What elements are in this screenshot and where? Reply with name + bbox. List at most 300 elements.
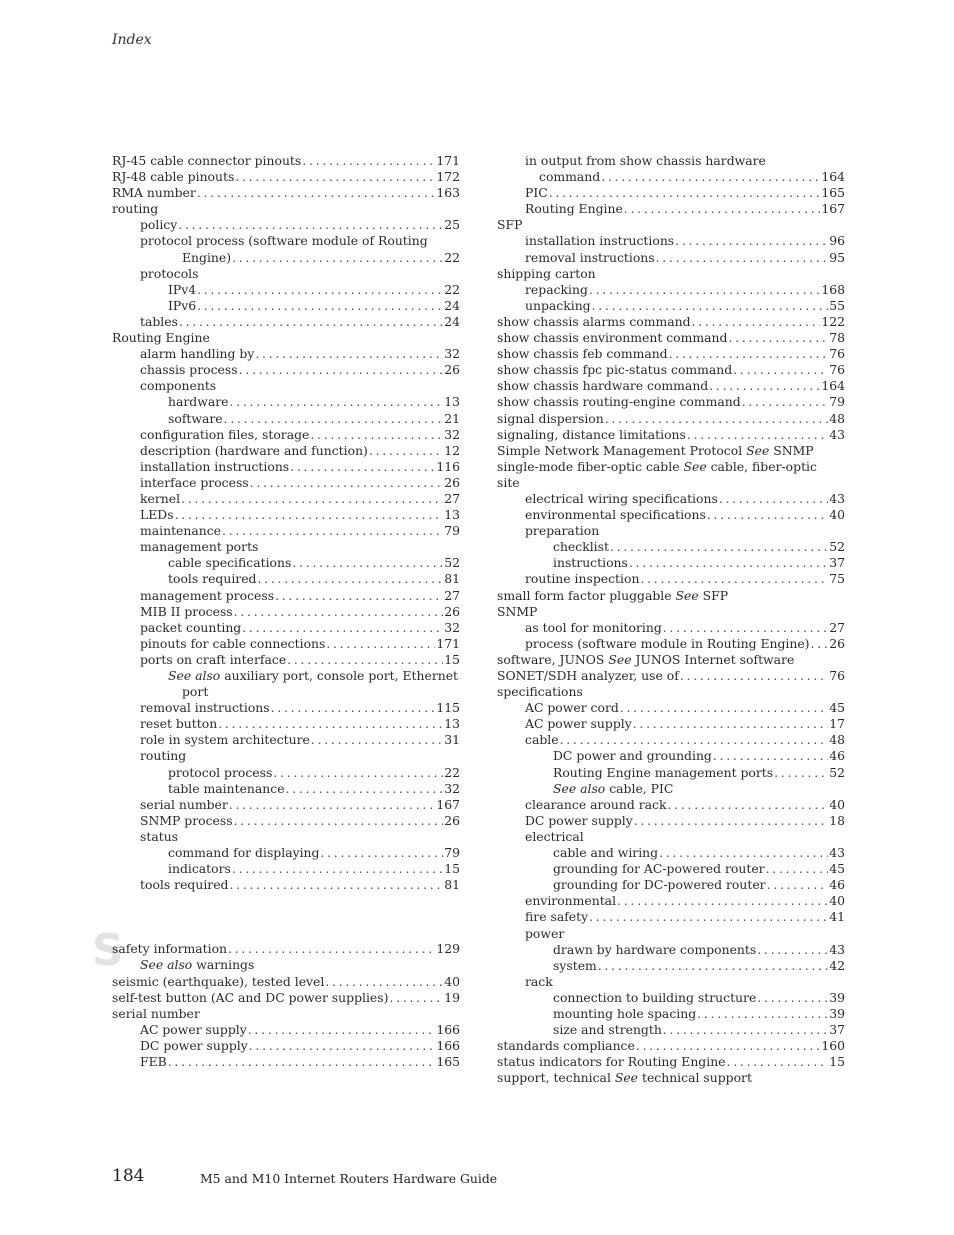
dot-leader [286, 781, 444, 797]
index-entry [497, 958, 845, 974]
index-entry [112, 1038, 460, 1054]
entry-page: 79 [444, 523, 460, 539]
index-entries-s [112, 957, 460, 1070]
entry-page: 13 [444, 394, 460, 410]
index-entry [112, 555, 460, 571]
index-entry [497, 765, 845, 781]
entry-page: 122 [821, 313, 845, 329]
entry-page: 27 [829, 619, 845, 635]
dot-leader [275, 588, 443, 604]
dot-leader [311, 732, 443, 748]
index-entry [112, 427, 460, 443]
index-entry [112, 378, 460, 394]
entry-text: tools required [168, 571, 257, 587]
dot-leader [727, 1054, 829, 1070]
index-entry [112, 1006, 460, 1022]
entry-page: 15 [829, 1054, 845, 1070]
entry-page: 12 [444, 442, 460, 458]
see-target: auxiliary port, console port, Ethernet [224, 668, 459, 683]
entry-page: 13 [444, 507, 460, 523]
index-entry [497, 411, 845, 427]
entry-text: tools required [140, 877, 229, 893]
entry-text: MIB II process [140, 603, 233, 619]
entry-page: 26 [444, 362, 460, 378]
see-reference: See [608, 651, 632, 667]
index-entry [112, 877, 460, 893]
entry-text: role in system architecture [140, 732, 310, 748]
dot-leader [680, 668, 828, 684]
entry-text [497, 459, 817, 475]
entry-text: IPv4 [168, 281, 197, 297]
entry-page: 96 [829, 233, 845, 249]
entry-text: command [539, 169, 601, 185]
entry-page: 31 [444, 732, 460, 748]
entry-text: components [140, 378, 217, 394]
index-entry [497, 346, 845, 362]
dot-leader [234, 813, 444, 829]
entry-page: 116 [436, 458, 460, 474]
index-entry [112, 797, 460, 813]
index-entry [112, 346, 460, 362]
entry-text: protocols [140, 265, 199, 281]
entry-page: 81 [444, 571, 460, 587]
dot-leader [181, 491, 443, 507]
dot-leader [549, 185, 821, 201]
entry-text: RJ-48 cable pinouts [112, 169, 235, 185]
index-entry [112, 282, 460, 298]
index-entry [112, 330, 460, 346]
entry-text: seismic (earthquake), tested level [112, 973, 325, 989]
index-entry [497, 201, 845, 217]
dot-leader [326, 636, 435, 652]
entry-page: 18 [829, 812, 845, 828]
dot-leader [197, 185, 436, 201]
entry-text: environmental [525, 893, 617, 909]
index-entry [497, 716, 845, 732]
index-entry [112, 153, 460, 169]
entry-page: 95 [829, 249, 845, 265]
index-entry [112, 201, 460, 217]
entry-page: 46 [829, 877, 845, 893]
entry-text: Routing Engine [112, 330, 210, 346]
entry-page: 43 [829, 426, 845, 442]
entry-page: 76 [829, 668, 845, 683]
index-entry [112, 250, 460, 266]
index-entry [497, 668, 845, 684]
dot-leader [248, 1022, 436, 1038]
dot-leader [697, 1006, 828, 1022]
index-entry [497, 926, 845, 942]
entry-text: packet counting [140, 619, 242, 635]
index-entry [497, 153, 845, 169]
see-target: cable, PIC [609, 780, 674, 796]
dot-leader [271, 700, 436, 716]
dot-leader [218, 716, 443, 732]
dot-leader [667, 797, 828, 813]
entry-page: 45 [829, 861, 845, 877]
entry-page: 24 [444, 297, 460, 313]
entry-page: 43 [829, 845, 845, 861]
index-entry [497, 362, 845, 378]
entry-text: mounting hole spacing [553, 1005, 697, 1021]
see-reference: See [614, 1070, 639, 1086]
entry-text: management process [140, 587, 275, 603]
entry-page: 52 [444, 555, 460, 571]
entry-text: DC power supply [525, 812, 633, 828]
index-entry [112, 411, 460, 427]
entry-text: connection to building structure [553, 989, 757, 1005]
dot-leader [774, 765, 828, 781]
index-entry [112, 829, 460, 845]
dot-leader [250, 475, 444, 491]
section-letter: S [92, 925, 124, 977]
entry-page: 45 [829, 700, 845, 716]
entry-page: 26 [444, 603, 460, 619]
index-entry [497, 250, 845, 266]
index-entry [112, 233, 460, 249]
entry-text [497, 588, 728, 604]
entry-text: show chassis alarms command [497, 313, 691, 329]
entry-page: 26 [829, 635, 845, 651]
entry-text: Engine) [182, 249, 232, 265]
dot-leader [197, 298, 443, 314]
section-gap [112, 893, 460, 941]
entry-page: 26 [444, 474, 460, 490]
index-entry [497, 1038, 845, 1054]
index-entry [112, 813, 460, 829]
index-entry [497, 378, 845, 394]
index-entry [497, 555, 845, 571]
entry-text: standards compliance [497, 1038, 635, 1054]
entry-text: reset button [140, 716, 218, 732]
entry-text: routing [140, 748, 187, 764]
dot-leader [232, 861, 443, 877]
index-entry [497, 845, 845, 861]
entry-text: kernel [140, 490, 181, 506]
entry-page: 32 [444, 780, 460, 796]
entry-text: tables [140, 313, 178, 329]
index-entry [497, 620, 845, 636]
entry-page: 41 [829, 909, 845, 925]
index-entries-r [112, 153, 460, 893]
entry-text: shipping carton [497, 265, 596, 281]
entry-text: PIC [525, 185, 548, 201]
entry-page: 55 [829, 297, 845, 313]
dot-leader [287, 652, 443, 668]
see-also-reference: See also [168, 668, 221, 683]
entry-text: protocol process (software module of Routing [140, 233, 428, 249]
index-entry [112, 845, 460, 861]
index-entry [112, 636, 460, 652]
index-entry [112, 475, 460, 491]
index-entry [112, 765, 460, 781]
index-entry [112, 314, 460, 330]
index-entry [497, 1006, 845, 1022]
index-entry [497, 813, 845, 829]
entry-page: 32 [444, 426, 460, 442]
dot-leader [767, 877, 829, 893]
see-target: technical support [641, 1070, 752, 1086]
dot-leader [757, 942, 828, 958]
entry-page: 24 [444, 313, 460, 329]
index-entry [112, 394, 460, 410]
entry-page: 78 [829, 330, 845, 346]
index-entry [497, 893, 845, 909]
dot-leader [713, 748, 828, 764]
index-entry [497, 394, 845, 410]
see-also-reference: See also [553, 780, 606, 796]
entry-text: routing [112, 201, 159, 217]
index-entry [497, 909, 845, 925]
dot-leader [234, 604, 444, 620]
entry-text: show chassis routing-engine command [497, 394, 741, 410]
index-entry [497, 491, 845, 507]
entry-page: 46 [829, 748, 845, 764]
entry-page: 17 [829, 716, 845, 732]
dot-leader [560, 732, 829, 748]
entry-text: configuration files, storage [140, 426, 310, 442]
entry-page: 166 [436, 1021, 460, 1037]
entry-page: 42 [829, 957, 845, 973]
entry-text: grounding for DC-powered router [553, 877, 766, 893]
entry-text: SNMP process [140, 812, 233, 828]
index-entry [497, 169, 845, 185]
index-entry [112, 604, 460, 620]
index-entry [497, 974, 845, 990]
see-reference: See [683, 458, 707, 474]
entry-heading: Simple Network Management Protocol [497, 442, 743, 458]
entry-text: show chassis fpc pic-status command [497, 362, 733, 378]
index-entry [112, 266, 460, 282]
entry-page: 40 [829, 796, 845, 812]
dot-leader [656, 250, 829, 266]
entry-text: AC power supply [525, 716, 632, 732]
entry-text: IPv6 [168, 297, 197, 313]
entry-text: safety information [112, 941, 228, 957]
index-entry [112, 1054, 460, 1070]
entry-text: installation instructions [140, 458, 290, 474]
dot-leader [168, 1054, 436, 1070]
index-entry [497, 523, 845, 539]
see-reference: See [746, 442, 770, 458]
entry-text: routine inspection [525, 571, 640, 587]
entry-text: signal dispersion [497, 410, 604, 426]
dot-leader [175, 507, 444, 523]
entry-text: pinouts for cable connections [140, 635, 326, 651]
entry-text: serial number [140, 796, 228, 812]
index-entry [112, 990, 460, 1006]
dot-leader [389, 990, 443, 1006]
index-entry [497, 829, 845, 845]
dot-leader [589, 282, 820, 298]
page-number: 184 [112, 1166, 145, 1186]
entry-page: 27 [444, 490, 460, 506]
dot-leader [659, 845, 828, 861]
index-entry [112, 957, 460, 973]
entry-text: removal instructions [140, 700, 270, 716]
dot-leader [310, 427, 443, 443]
index-entry [112, 974, 460, 990]
entry-text: preparation [525, 523, 600, 539]
index-entry [497, 507, 845, 523]
index-column-left [92, 153, 460, 1070]
entry-text: electrical [525, 828, 584, 844]
dot-leader [229, 797, 436, 813]
index-entry [497, 571, 845, 587]
dot-leader [634, 813, 829, 829]
entry-text: interface process [140, 474, 249, 490]
entry-page: 26 [444, 812, 460, 828]
entry-heading: single-mode fiber-optic cable [497, 458, 680, 474]
entry-text: SFP [497, 217, 523, 233]
entry-text: cable [525, 732, 559, 748]
dot-leader [728, 330, 828, 346]
entry-heading: support, technical [497, 1070, 611, 1086]
entry-text: in output from show chassis hardware [525, 153, 766, 168]
entry-text [497, 1070, 752, 1086]
entry-page: 75 [829, 571, 845, 587]
index-entry [112, 362, 460, 378]
entry-page: 168 [821, 281, 845, 297]
index-entry [497, 684, 845, 700]
dot-leader [589, 909, 828, 925]
entry-text: specifications [497, 684, 583, 700]
index-entry [112, 941, 460, 957]
entry-page: 79 [829, 394, 845, 410]
entry-page: 15 [444, 861, 460, 877]
dot-leader [811, 636, 829, 652]
index-entry [497, 652, 845, 668]
dot-leader [592, 298, 829, 314]
dot-leader [290, 459, 435, 475]
entry-text: hardware [168, 394, 229, 410]
dot-leader [292, 555, 443, 571]
index-entry [112, 217, 460, 233]
entry-text [497, 443, 814, 459]
dot-leader [222, 523, 443, 539]
entry-page: 48 [829, 732, 845, 748]
entry-text: FEB [140, 1053, 167, 1069]
index-entry [112, 781, 460, 797]
index-entry [112, 298, 460, 314]
dot-leader [757, 990, 828, 1006]
dot-leader [663, 1022, 828, 1038]
entry-text: SONET/SDH analyzer, use of [497, 668, 679, 683]
index-entry [497, 781, 845, 797]
see-target: warnings [196, 957, 255, 973]
see-target: cable, fiber-optic [710, 458, 817, 474]
index-entry [497, 604, 845, 620]
entry-page: 76 [829, 346, 845, 362]
entry-text: command for displaying [168, 845, 320, 861]
dot-leader [692, 314, 821, 330]
index-entry [112, 732, 460, 748]
entry-text [168, 668, 458, 684]
index-entry [497, 185, 845, 201]
dot-leader [242, 620, 443, 636]
entry-page: 165 [821, 185, 845, 201]
dot-leader [629, 555, 828, 571]
index-entry [112, 491, 460, 507]
entry-text [140, 957, 254, 973]
entry-text: cable and wiring [553, 845, 659, 861]
entry-text: DC power and grounding [553, 748, 712, 764]
dot-leader [707, 507, 828, 523]
index-entry [112, 443, 460, 459]
entry-text: size and strength [553, 1022, 662, 1038]
entry-page: 167 [821, 201, 845, 217]
dot-leader [197, 282, 443, 298]
entry-text: as tool for monitoring [525, 619, 662, 635]
entry-page: 129 [436, 941, 460, 957]
entry-text: environmental specifications [525, 507, 706, 523]
index-entry [497, 217, 845, 233]
entry-text: grounding for AC-powered router [553, 861, 765, 877]
entry-text: show chassis environment command [497, 330, 728, 346]
entry-page: 164 [821, 169, 845, 185]
entry-heading: small form factor pluggable [497, 587, 672, 603]
entry-text: port [182, 684, 209, 700]
index-entry [112, 169, 460, 185]
index-entry [497, 942, 845, 958]
entry-text: table maintenance [168, 780, 285, 796]
index-entry [497, 330, 845, 346]
entry-page: 39 [829, 989, 845, 1005]
entry-text: show chassis hardware command [497, 378, 709, 394]
dot-leader [624, 201, 821, 217]
dot-leader [369, 443, 443, 459]
index-entry [497, 1070, 845, 1086]
entry-text: status [140, 828, 179, 844]
dot-leader [598, 958, 828, 974]
entry-text: fire safety [525, 909, 589, 925]
index-entry [112, 507, 460, 523]
entry-page: 40 [444, 973, 460, 989]
entry-page: 15 [444, 651, 460, 667]
index-entry [497, 1054, 845, 1070]
index-entry [497, 636, 845, 652]
dot-leader [325, 974, 443, 990]
entry-text: RJ-45 cable connector pinouts [112, 153, 302, 168]
entry-page: 167 [436, 796, 460, 812]
entry-text: drawn by hardware components [553, 941, 757, 957]
see-also-reference: See also [140, 957, 193, 973]
index-entry [497, 700, 845, 716]
entry-page: 27 [444, 587, 460, 603]
index-entry [497, 314, 845, 330]
dot-leader [663, 620, 828, 636]
entry-page: 22 [444, 249, 460, 265]
entry-page: 160 [821, 1038, 845, 1054]
entry-page: 163 [436, 185, 460, 201]
dot-leader [601, 169, 820, 185]
dot-leader [733, 362, 828, 378]
dot-leader [255, 346, 443, 362]
entry-text: self-test button (AC and DC power supplies) [112, 989, 389, 1005]
index-entry [497, 443, 845, 459]
entry-page: 37 [829, 555, 845, 571]
dot-leader [224, 411, 444, 427]
index-entry [112, 700, 460, 716]
entry-page: 40 [829, 507, 845, 523]
entry-page: 164 [821, 378, 845, 394]
entry-page: 48 [829, 410, 845, 426]
index-entry [112, 716, 460, 732]
dot-leader [617, 893, 828, 909]
entry-page: 115 [436, 700, 460, 716]
index-entries-s-continued [497, 153, 845, 1086]
entry-text: indicators [168, 861, 231, 877]
